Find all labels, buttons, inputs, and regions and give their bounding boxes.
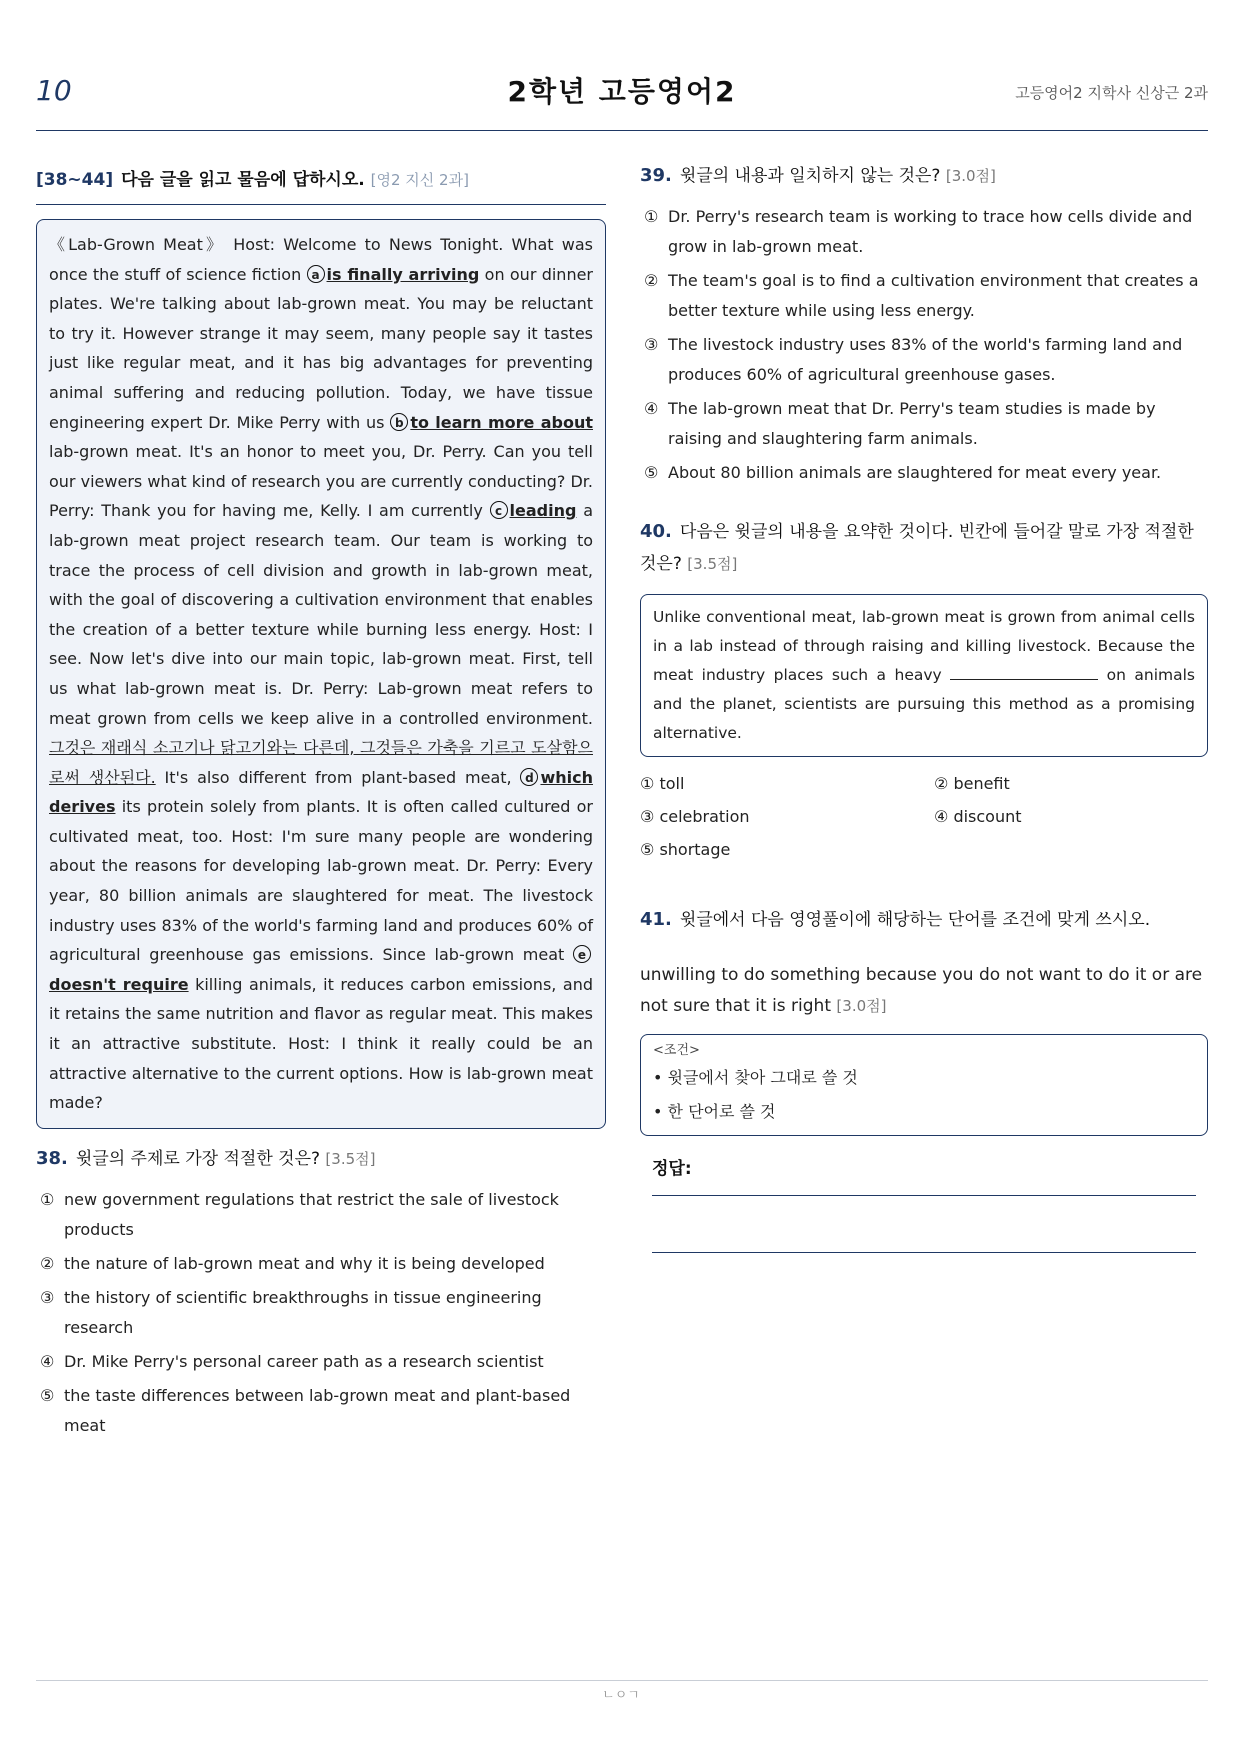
passage-text: its protein solely from plants. It is often called cultured or cultivated meat, too. Host: I'm sure many people are wondering about the reasons for developing lab-grown meat. Dr. Perry: Every year, 80 billion animals are slaughtered for meat. The livestock industry uses 83% of the world's farming land and produces 60% of agricultural greenhouse gas emissions. Since lab-grown meat (49, 797, 593, 965)
choice-number: ⑤ (644, 463, 659, 482)
q38-choices (36, 1185, 606, 1441)
choice-text: The lab-grown meat that Dr. Perry's team studies is made by raising and slaughtering farm animals. (668, 399, 1156, 448)
page-header (36, 60, 1208, 131)
set-heading (36, 165, 606, 205)
q40-title (640, 516, 1208, 580)
q41-question: 윗글에서 다음 영영풀이에 해당하는 단어를 조건에 맞게 쓰시오. (679, 910, 1151, 930)
q41-points: [3.0점] (836, 997, 887, 1015)
choice-text: About 80 billion animals are slaughtered for meat every year. (668, 463, 1162, 482)
q38-title (36, 1143, 606, 1175)
set-range: [38~44] (36, 170, 114, 190)
q40-choice-3[interactable] (640, 800, 934, 833)
choice-number: ④ (40, 1351, 55, 1371)
choice-number: ④ (644, 399, 659, 418)
choice-text: shortage (659, 840, 731, 859)
q39-question: 윗글의 내용과 일치하지 않는 것은? (679, 166, 941, 186)
q39-choice-5[interactable] (640, 458, 1208, 488)
condition-box (640, 1034, 1208, 1136)
set-source: [영2 지신 2과] (370, 171, 469, 189)
q38-question: 윗글의 주제로 가장 적절한 것은? (75, 1148, 321, 1169)
passage-text: 《Lab-Grown Meat》 Host: Welcome to News Tonight. What was once the stuff of science fiction (49, 235, 593, 284)
summary-text: on animals and the planet, scientists are pursuing this method as a promising alternative. (653, 666, 1195, 742)
q41-number: 41. (640, 909, 672, 930)
marker-a: a (307, 265, 325, 283)
reading-passage (36, 219, 606, 1129)
choice-number: ① (40, 1189, 55, 1209)
q39-points: [3.0점] (945, 167, 996, 185)
q41-title (640, 904, 1208, 936)
passage-text: It's also different from plant-based meat, (155, 767, 521, 787)
choice-text: benefit (953, 774, 1010, 793)
marker-c: c (490, 501, 508, 519)
answer-line[interactable] (652, 1252, 1196, 1253)
question-39 (640, 160, 1208, 488)
choice-number: ② (40, 1253, 55, 1273)
choice-text: The livestock industry uses 83% of the world's farming land and produces 60% of agricultural greenhouse gases. (668, 335, 1183, 384)
condition-label: <조건> (653, 1043, 700, 1058)
passage-text: lab-grown meat. It's an honor to meet you, Dr. Perry. Can you tell our viewers what kind of research you are currently conducting? Dr. Perry: Thank you for having me, Kelly. I am currently (49, 442, 593, 521)
q38-number: 38. (36, 1147, 68, 1169)
page-number: 10 (36, 74, 72, 107)
q38-choice-1[interactable] (36, 1185, 606, 1245)
choice-text: The team's goal is to find a cultivation environment that creates a better texture while using less energy. (668, 271, 1199, 320)
choice-number: ① (644, 207, 659, 226)
q41-definition (640, 960, 1208, 1022)
underlined-a: is finally arriving (326, 264, 480, 284)
page-title: 2학년 고등영어2 (507, 75, 737, 108)
q39-number: 39. (640, 165, 672, 186)
q39-choice-2[interactable] (640, 266, 1208, 326)
q38-choice-2[interactable] (36, 1249, 606, 1279)
q39-choices (640, 202, 1208, 488)
q40-choices (640, 767, 1208, 866)
choice-text: Dr. Perry's research team is working to trace how cells divide and grow in lab-grown meat. (668, 207, 1193, 256)
underlined-b: to learn more about (410, 412, 593, 432)
page-subtitle: 고등영어2 지학사 신상근 2과 (1015, 84, 1208, 102)
marker-b: b (390, 413, 408, 431)
summary-text: Unlike conventional meat, lab-grown meat is grown from animal cells in a lab instead of through raising and killing livestock. Because the meat industry places such a heavy (653, 608, 1195, 684)
choice-number: ⑤ (40, 1385, 55, 1405)
footer-divider (36, 1680, 1208, 1681)
question-41 (640, 904, 1208, 1253)
summary-box (640, 594, 1208, 757)
underlined-d: which derives (49, 767, 593, 817)
question-38 (36, 1143, 606, 1441)
choice-number: ③ (40, 1287, 55, 1307)
choice-number: ② (644, 271, 659, 290)
marker-e: e (573, 945, 591, 963)
summary-blank (950, 665, 1098, 680)
answer-label: 정답: (652, 1159, 692, 1179)
q39-choice-4[interactable] (640, 394, 1208, 454)
condition-item: • 윗글에서 찾아 그대로 쓸 것 (653, 1068, 858, 1087)
q40-number: 40. (640, 521, 672, 542)
underlined-e: doesn't require (49, 974, 189, 994)
q40-choice-2[interactable] (934, 767, 1208, 800)
passage-text: killing animals, it reduces carbon emissions, and it retains the same nutrition and flavor as regular meat. This makes it an attractive substitute. Host: I think it really could be an attractive alternative to the current options. How is lab-grown meat made? (49, 974, 593, 1113)
q39-title (640, 160, 1208, 192)
choice-number: ③ (644, 335, 659, 354)
choice-number: ③ (640, 807, 655, 826)
choice-text: new government regulations that restrict the sale of livestock products (64, 1189, 559, 1239)
answer-line[interactable] (652, 1195, 1196, 1196)
question-40 (640, 516, 1208, 866)
right-column (640, 160, 1208, 1253)
condition-item: • 한 단어로 쓸 것 (653, 1102, 776, 1121)
q39-choice-3[interactable] (640, 330, 1208, 390)
korean-underlined-sentence: 그것은 재래식 소고기나 닭고기와는 다른데, 그것들은 가축을 기르고 도살함으로써 생산된다. (49, 738, 593, 787)
footer-text: ㄴㅇㄱ (602, 1688, 640, 1703)
choice-text: discount (953, 807, 1022, 826)
q40-choice-1[interactable] (640, 767, 934, 800)
q40-choice-4[interactable] (934, 800, 1208, 833)
choice-text: the taste differences between lab-grown meat and plant-based meat (64, 1385, 571, 1435)
q38-choice-3[interactable] (36, 1283, 606, 1343)
passage-text: a lab-grown meat project research team. Our team is working to trace the process of cell division and growth in lab-grown meat, with the goal of discovering a cultivation environment that enables the creation of a better texture while burning less energy. Host: I see. Now let's dive into our main topic, lab-grown meat. First, tell us what lab-grown meat is. Dr. Perry: Lab-grown meat refers to meat grown from cells we keep alive in a controlled environment. (49, 501, 593, 728)
q40-choice-5[interactable] (640, 833, 934, 866)
q38-choice-4[interactable] (36, 1347, 606, 1377)
choice-text: the nature of lab-grown meat and why it is being developed (64, 1253, 545, 1273)
q40-points: [3.5점] (687, 555, 738, 573)
definition-text: unwilling to do something because you do not want to do it or are not sure that it is right (640, 965, 1203, 1016)
marker-d: d (520, 768, 538, 786)
choice-number: ② (934, 774, 949, 793)
choice-number: ① (640, 774, 655, 793)
set-instruction: 다음 글을 읽고 물음에 답하시오. (121, 170, 365, 190)
choice-number: ④ (934, 807, 949, 826)
q38-choice-5[interactable] (36, 1381, 606, 1441)
passage-text: on our dinner plates. We're talking about lab-grown meat. You may be reluctant to try it. However strange it may seem, many people say it tastes just like regular meat, and it has big advantages for preventing animal suffering and reducing pollution. Today, we have tissue engineering expert Dr. Mike Perry with us (49, 264, 594, 432)
choice-text: the history of scientific breakthroughs in tissue engineering research (64, 1287, 542, 1337)
q38-points: [3.5점] (325, 1149, 376, 1168)
choice-text: celebration (659, 807, 750, 826)
choice-text: Dr. Mike Perry's personal career path as a research scientist (64, 1351, 544, 1371)
choice-text: toll (659, 774, 685, 793)
q40-question: 다음은 윗글의 내용을 요약한 것이다. 빈칸에 들어갈 말로 가장 적절한 것은? (640, 522, 1194, 574)
left-column (36, 165, 606, 1445)
underlined-c: leading (509, 501, 577, 521)
q39-choice-1[interactable] (640, 202, 1208, 262)
choice-number: ⑤ (640, 840, 655, 859)
